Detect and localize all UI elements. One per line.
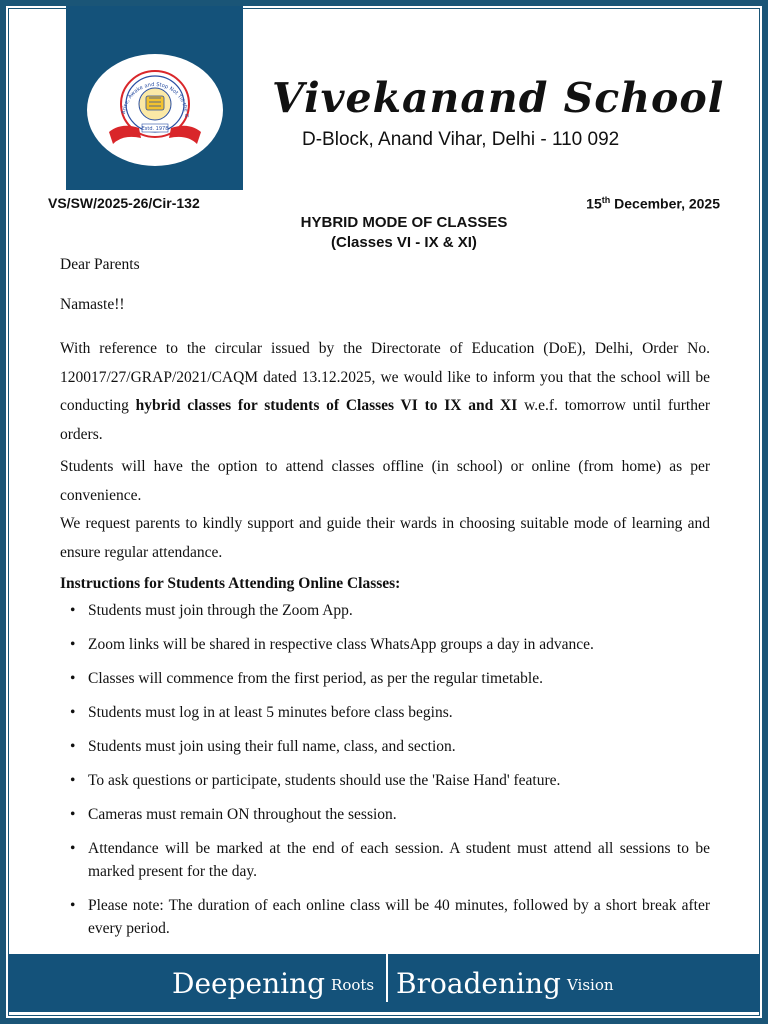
list-item-text: To ask questions or participate, students should use the 'Raise Hand' feature. — [88, 772, 561, 789]
paragraph-reference — [60, 335, 710, 449]
footer-word-deepening: Deepening — [172, 966, 326, 1000]
list-item — [70, 599, 710, 622]
list-item-text: Cameras must remain ON throughout the session. — [88, 806, 397, 823]
footer-word-broadening: Broadening — [396, 966, 561, 1000]
list-item-text: Zoom links will be shared in respective class WhatsApp groups a day in advance. — [88, 636, 594, 653]
list-item — [70, 633, 710, 656]
school-name: Vivekanand School — [272, 74, 725, 122]
title-line-1: HYBRID MODE OF CLASSES — [300, 214, 508, 231]
list-item-text: Classes will commence from the first period, as per the regular timetable. — [88, 670, 543, 687]
paragraph-reference-highlight: hybrid classes for students of Classes VI to IX and XI — [135, 397, 518, 414]
paragraph-request: We request parents to kindly support and guide their wards in choosing suitable mode of learning and ensure regular attendance. — [60, 515, 710, 561]
date-day: 15 — [586, 195, 602, 212]
title-line-2: (Classes VI - IX & XI) — [331, 234, 477, 251]
footer-divider — [386, 954, 388, 1002]
logo-estd: Estd. 1978 — [141, 126, 169, 132]
list-item — [70, 735, 710, 758]
bullet-icon: • — [70, 636, 76, 653]
list-item — [70, 769, 710, 792]
paragraph-reference-tail: w.e.f. tomorrow until further orders. — [60, 397, 710, 443]
instructions-list — [60, 599, 710, 940]
list-item — [70, 803, 710, 826]
namaste: Namaste!! — [60, 296, 125, 313]
footer-banner — [8, 954, 760, 1012]
list-item-text: Students must join using their full name, class, and section. — [88, 738, 456, 755]
list-item — [70, 701, 710, 724]
bullet-icon: • — [70, 840, 76, 857]
list-item-text: Attendance will be marked at the end of each session. A student must attend all sessions to be marked present for the day. — [88, 840, 710, 880]
circular-title — [0, 213, 768, 253]
bullet-icon: • — [70, 806, 76, 823]
list-item — [70, 837, 710, 883]
logo-motto: Arise, Awake and Stop Not Till the G — [121, 81, 190, 118]
circular-date — [586, 195, 720, 212]
footer-tagline-left — [172, 954, 374, 1012]
list-item — [70, 667, 710, 690]
school-address: D-Block, Anand Vihar, Delhi - 110 092 — [302, 129, 620, 150]
list-item — [70, 894, 710, 940]
letter-body — [60, 254, 710, 951]
list-item-text: Students must log in at least 5 minutes before class begins. — [88, 704, 453, 721]
bullet-icon: • — [70, 602, 76, 619]
greeting: Dear Parents — [60, 256, 140, 273]
bullet-icon: • — [70, 738, 76, 755]
footer-word-roots: Roots — [331, 976, 375, 994]
footer-word-vision: Vision — [566, 976, 614, 994]
list-item-text: Students must join through the Zoom App. — [88, 602, 353, 619]
bullet-icon: • — [70, 897, 76, 914]
school-logo — [87, 54, 223, 166]
instructions-heading: Instructions for Students Attending Online Classes: — [60, 575, 401, 592]
bullet-icon: • — [70, 704, 76, 721]
date-suffix: th — [601, 195, 611, 205]
paragraph-reference-text: With reference to the circular issued by the Directorate of Education (DoE), Delhi, Order No. 120017/27/GRAP/2021/CAQM dated 13.12.2025, we would like to inform you that the school will be conducting — [60, 340, 710, 414]
footer-tagline-right — [396, 954, 614, 1012]
date-rest: December, 2025 — [610, 195, 720, 212]
paragraph-option: Students will have the option to attend classes offline (in school) or online (from home) as per convenience. — [60, 458, 710, 504]
circular-ref-number: VS/SW/2025-26/Cir-132 — [48, 195, 200, 211]
logo-panel — [66, 6, 243, 190]
bullet-icon: • — [70, 772, 76, 789]
school-emblem-icon — [87, 54, 223, 166]
list-item-text: Please note: The duration of each online class will be 40 minutes, followed by a short break after every period. — [88, 897, 710, 937]
bullet-icon: • — [70, 670, 76, 687]
